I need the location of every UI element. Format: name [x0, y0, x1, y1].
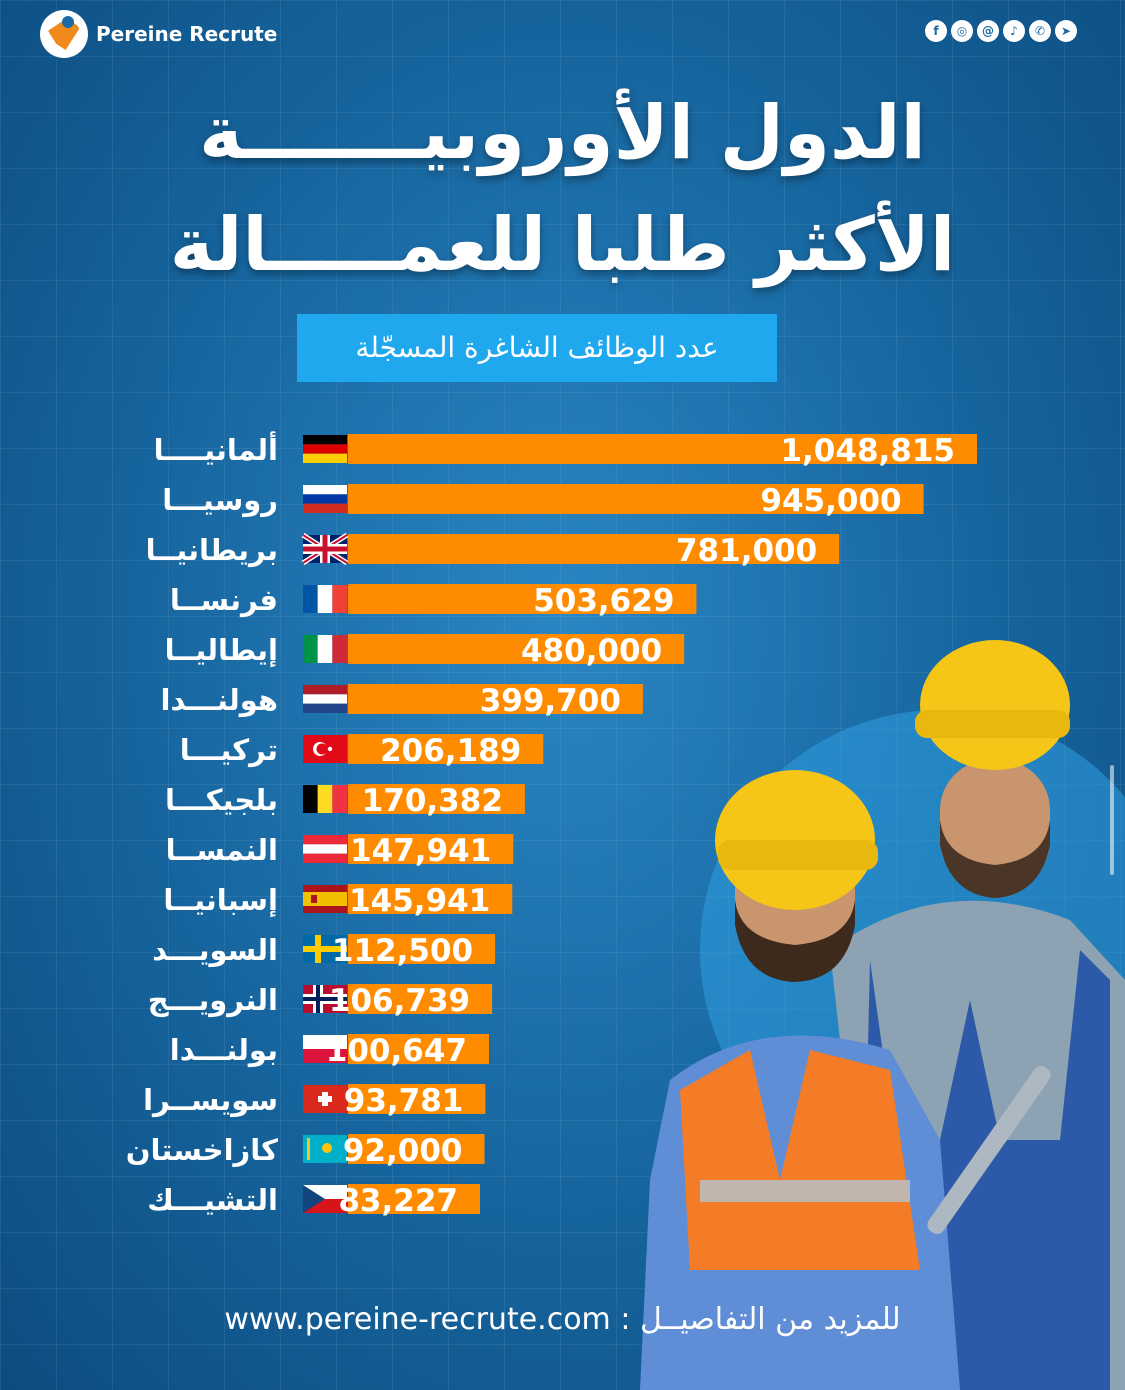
- footer: [0, 1302, 1125, 1337]
- chart-subtitle: عدد الوظائف الشاغرة المسجّلة: [297, 314, 777, 382]
- category-label: فرنســا: [169, 583, 278, 617]
- scrollbar[interactable]: [1110, 765, 1114, 875]
- category-label: النمســا: [165, 833, 278, 867]
- value-label: 106,739: [328, 983, 471, 1019]
- value-label: 480,000: [520, 633, 663, 669]
- page-title-line2: الأكثر طلبا للعمـــــالة: [169, 202, 956, 288]
- category-label: ألمانيــــا: [153, 433, 278, 467]
- footer-label: للمزيد من التفاصيــل :: [620, 1302, 901, 1337]
- value-label: 92,000: [342, 1133, 463, 1169]
- value-label: 206,189: [380, 733, 522, 769]
- category-label: بلجيكـــا: [165, 783, 278, 817]
- germany-flag-icon: [303, 435, 347, 463]
- value-label: 503,629: [533, 583, 675, 619]
- italy-flag-icon: [303, 635, 347, 663]
- category-label: سويســرا: [143, 1083, 278, 1117]
- category-label: كازاخستان: [125, 1133, 278, 1167]
- value-label: 147,941: [350, 833, 492, 869]
- value-label: 83,227: [338, 1183, 458, 1219]
- russia-flag-icon: [303, 485, 347, 513]
- category-label: إسبانيــا: [163, 883, 278, 917]
- value-label: 93,781: [343, 1083, 464, 1119]
- category-label: تركيـــا: [179, 733, 278, 767]
- netherlands-flag-icon: [303, 685, 347, 713]
- tiktok-icon[interactable]: ♪: [1003, 20, 1025, 42]
- spain-flag-icon: [303, 885, 347, 913]
- austria-flag-icon: [303, 835, 347, 863]
- kazakhstan-flag-icon: [303, 1135, 347, 1163]
- belgium-flag-icon: [303, 785, 347, 813]
- value-label: 399,700: [479, 683, 621, 719]
- page-title-line1: الدول الأوروبيـــــــة: [199, 90, 926, 176]
- france-flag-icon: [303, 585, 347, 613]
- category-label: بولنـــدا: [169, 1033, 278, 1067]
- value-label: 170,382: [361, 783, 503, 819]
- category-label: السويـــد: [152, 933, 278, 967]
- category-label: إيطاليــا: [164, 633, 278, 667]
- category-label: التشيـــك: [147, 1183, 278, 1217]
- telegram-icon[interactable]: ➤: [1055, 20, 1077, 42]
- threads-icon[interactable]: @: [977, 20, 999, 42]
- brand-name: Pereine Recrute: [96, 22, 278, 46]
- value-label: 945,000: [760, 483, 902, 519]
- value-label: 145,941: [349, 883, 491, 919]
- instagram-icon[interactable]: ◎: [951, 20, 973, 42]
- uk-flag-icon: [303, 535, 347, 563]
- category-label: روسيـــا: [162, 483, 278, 517]
- facebook-icon[interactable]: f: [925, 20, 947, 42]
- value-label: 112,500: [331, 933, 474, 969]
- category-label: هولنـــدا: [160, 683, 278, 717]
- category-label: بريطانيــا: [145, 533, 278, 567]
- value-label: 1,048,815: [780, 433, 955, 469]
- value-label: 781,000: [675, 533, 818, 569]
- switzerland-flag-icon: [303, 1085, 347, 1113]
- turkey-flag-icon: [303, 735, 347, 763]
- category-label: النرويـــج: [147, 983, 278, 1017]
- whatsapp-icon[interactable]: ✆: [1029, 20, 1051, 42]
- value-label: 100,647: [325, 1033, 467, 1069]
- footer-url[interactable]: www.pereine-recrute.com: [224, 1302, 611, 1337]
